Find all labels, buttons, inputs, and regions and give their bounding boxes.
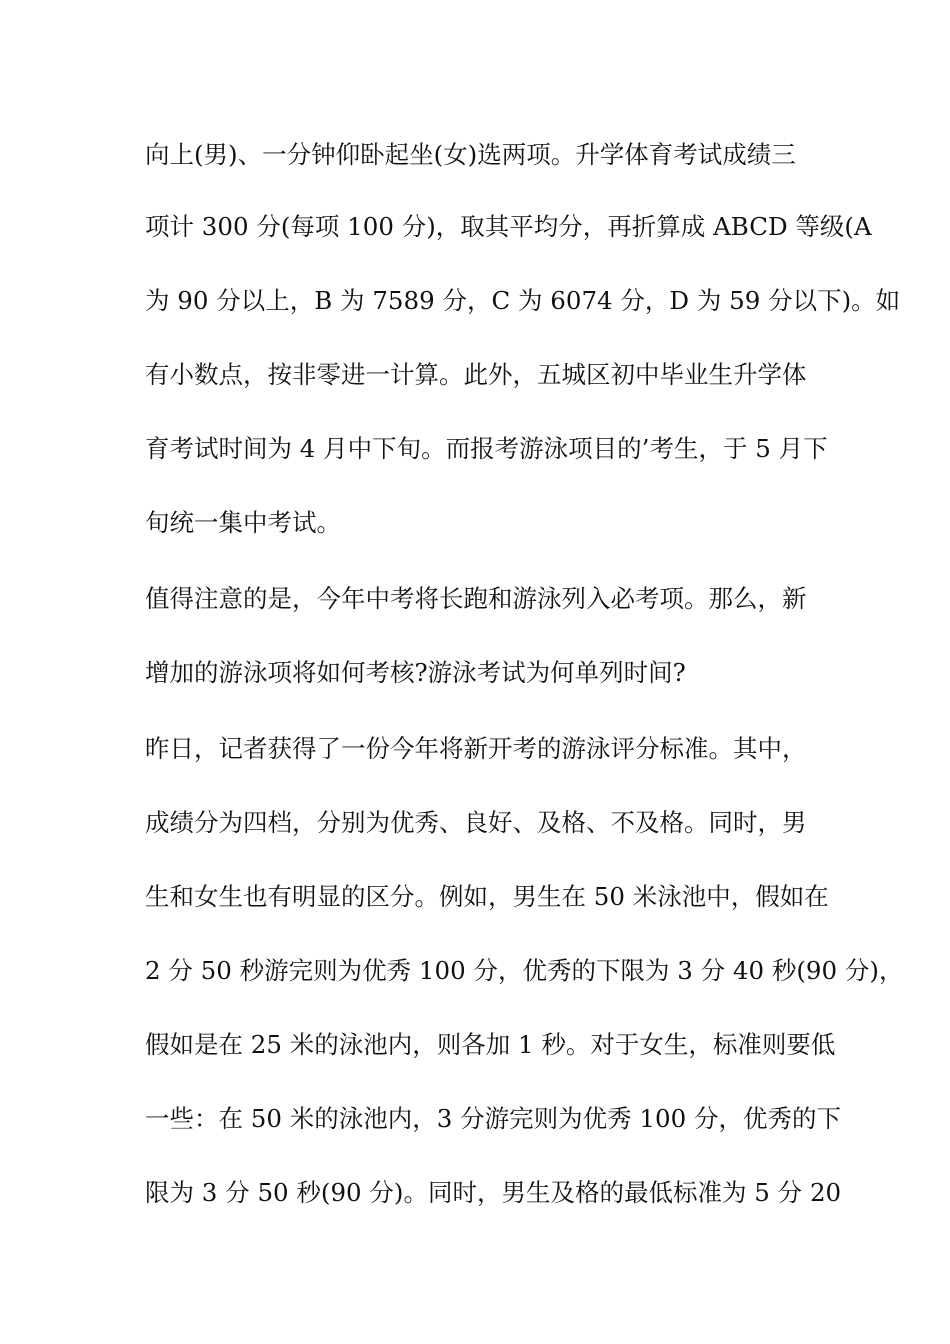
text-line: 向上(男)、一分钟仰卧起坐(女)选两项。升学体育考试成绩三 [145,140,796,169]
text-line: 旬统一集中考试。 [145,508,341,537]
text-line: 增加的游泳项将如何考核?游泳考试为何单列时间? [145,658,686,687]
text-line: 项计 300 分(每项 100 分)，取其平均分，再折算成 ABCD 等级(A [145,212,872,241]
text-line: 值得注意的是，今年中考将长跑和游泳列入必考项。那么，新 [145,584,807,613]
text-line: 有小数点，按非零进一计算。此外，五城区初中毕业生升学体 [145,360,807,389]
text-line: 成绩分为四档，分别为优秀、良好、及格、不及格。同时，男 [145,808,807,837]
text-line: 2 分 50 秒游完则为优秀 100 分，优秀的下限为 3 分 40 秒(90 分)， [145,956,904,985]
text-line: 生和女生也有明显的区分。例如，男生在 50 米泳池中，假如在 [145,882,829,911]
text-line: 限为 3 分 50 秒(90 分)。同时，男生及格的最低标准为 5 分 20 [145,1178,842,1207]
text-line: 为 90 分以上，B 为 7589 分，C 为 6074 分，D 为 59 分以下)。如 [145,286,901,315]
text-line: 昨日，记者获得了一份今年将新开考的游泳评分标准。其中， [145,734,807,763]
text-line: 育考试时间为 4 月中下旬。而报考游泳项目的’考生，于 5 月下 [145,434,828,463]
text-line: 一些：在 50 米的泳池内，3 分游完则为优秀 100 分，优秀的下 [145,1104,841,1133]
text-line: 假如是在 25 米的泳池内，则各加 1 秒。对于女生，标准则要低 [145,1030,836,1059]
